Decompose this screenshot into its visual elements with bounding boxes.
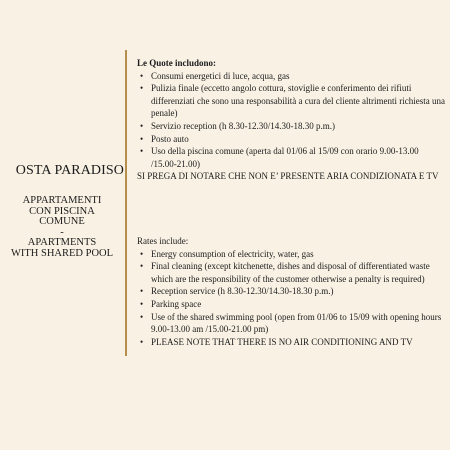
vertical-divider bbox=[125, 50, 127, 356]
list-item: • Posto auto bbox=[137, 133, 446, 146]
italian-note: SI PREGA DI NOTARE CHE NON E’ PRESENTE ARIA CONDIZIONATA E TV bbox=[137, 171, 439, 182]
property-name: OSTA PARADISO bbox=[15, 163, 124, 178]
property-subtitle bbox=[0, 196, 124, 259]
list-item: • Uso della piscina comune (aperta dal 01/06 al 15/09 con orario 9.00-13.00 /15.00-21.00) bbox=[137, 145, 446, 170]
subtitle-line: WITH SHARED POOL bbox=[10, 247, 114, 259]
english-list bbox=[137, 248, 446, 349]
list-item: • Energy consumption of electricity, water, gas bbox=[137, 248, 446, 261]
list-item: • Pulizia finale (eccetto angolo cottura, stoviglie e conferimento dei rifiuti differenziati che sono una responsabilità a cura del cliente altrimenti richiesta una penale) bbox=[137, 82, 446, 120]
list-item: • Reception service (h 8.30-12.30/14.30-18.30 p.m.) bbox=[137, 285, 446, 298]
english-heading: Rates include: bbox=[137, 236, 189, 246]
italian-section bbox=[137, 57, 446, 183]
list-item: • Final cleaning (except kitchenette, dishes and disposal of differentiated waste which are the responsibility of the customer otherwise a penalty is required) bbox=[137, 260, 446, 285]
italian-heading: Le Quote includono: bbox=[137, 58, 217, 68]
list-item: • Parking space bbox=[137, 298, 446, 311]
left-panel bbox=[0, 0, 124, 450]
subtitle-line: APARTMENTS bbox=[27, 237, 97, 248]
subtitle-line: CON PISCINA bbox=[29, 205, 95, 217]
subtitle-line: COMUNE bbox=[39, 216, 85, 227]
list-item: • Servizio reception (h 8.30-12.30/14.30-18.30 p.m.) bbox=[137, 120, 446, 133]
english-section bbox=[137, 235, 446, 348]
list-item: • Consumi energetici di luce, acqua, gas bbox=[137, 70, 446, 83]
subtitle-line: APPARTAMENTI bbox=[22, 195, 102, 206]
list-item: • Use of the shared swimming pool (open from 01/06 to 15/09 with opening hours 9.00-13.00 am /15.00-21.00 pm) bbox=[137, 311, 446, 336]
list-item: • PLEASE NOTE THAT THERE IS NO AIR CONDITIONING AND TV bbox=[137, 336, 446, 349]
subtitle-line: - bbox=[60, 226, 64, 238]
italian-list bbox=[137, 70, 446, 171]
